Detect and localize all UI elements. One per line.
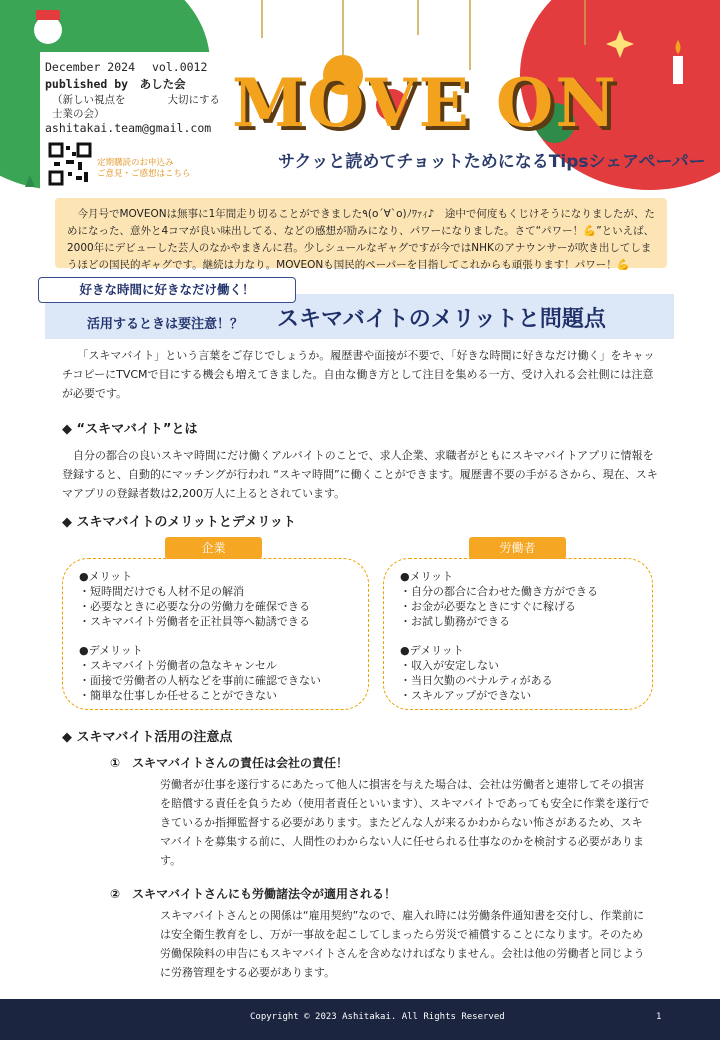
caution-1-body: 労働者が仕事を遂行するにあたって他人に損害を与えた場合は、会社は労働者と連帯してその損害を賠償する責任を負うため（使用者責任といいます）、スキマバイトであっても安全に作業を遂行できているか指揮監督する必要があります。またどんな人が来るかわからない怖さがあるため、スキマバイトを募集する前に、人間性のわからない人に任せられる仕事なのかを検討する必要があります。 bbox=[160, 778, 650, 867]
qr-note-feedback: ご意見・ご感想はこちら bbox=[97, 169, 191, 179]
company-label: 企業 bbox=[165, 537, 262, 559]
worker-demerit-item: ・スキルアップができない bbox=[400, 689, 532, 702]
footer bbox=[0, 999, 720, 1040]
company-box bbox=[62, 558, 369, 710]
worker-demerit-item: ・収入が安定しない bbox=[400, 659, 499, 672]
publisher: published by あした会 bbox=[45, 77, 186, 91]
worker-label: 労働者 bbox=[469, 537, 566, 559]
worker-demerit-title: ●デメリット bbox=[400, 644, 464, 657]
section-title-caution: ◆ スキマバイト活用の注意点 bbox=[62, 730, 233, 745]
article-tag: 好きな時間に好きなだけ働く！ bbox=[38, 277, 296, 303]
company-demerit-title: ●デメリット bbox=[79, 644, 143, 657]
article-headline: スキマバイトのメリットと問題点 bbox=[277, 307, 606, 332]
worker-merit-item: ・お試し勤務ができる bbox=[400, 615, 510, 628]
caution-2-title: ② スキマバイトさんにも労働諸法令が適用される！ bbox=[110, 887, 397, 901]
qr-note bbox=[97, 158, 191, 180]
qr-note-subscribe: 定期購読のお申込み bbox=[97, 158, 174, 168]
company-demerit-item: ・スキマバイト労働者の急なキャンセル bbox=[79, 659, 277, 672]
contact-email[interactable]: ashitakai.team@gmail.com bbox=[45, 121, 212, 135]
section-body-definition: 自分の都合の良いスキマ時間にだけ働くアルバイトのことで、求人企業、求職者がともにスキマバイトアプリに情報を登録すると、自動的にマッチングが行われ “スキマ時間”に働くことができます。履歴書不要の手がるさから、現在、スキマアプリの登録者数は2,200万人に上るとされています。 bbox=[62, 449, 658, 500]
issue-date: December 2024 bbox=[45, 60, 136, 74]
worker-merit-item: ・お金が必要なときにすぐに稼げる bbox=[400, 600, 576, 613]
company-merit-title: ●メリット bbox=[79, 570, 133, 583]
worker-merit-item: ・自分の都合に合わせた働き方ができる bbox=[400, 585, 598, 598]
company-demerit-item: ・簡単な仕事しか任せることができない bbox=[79, 689, 277, 702]
article-lead: 「スキマバイト」という言葉をご存じでしょうか。履歴書や面接が不要で、「好きな時間に好きなだけ働く」をキャッチコピーにTVCMで目にする機会も増えてきました。自由な働き方として注目を集める一方、受け入れる会社側には注意が必要です。 bbox=[62, 349, 655, 400]
newsletter-title: MOVE ON bbox=[232, 64, 618, 142]
tagline: （新しい視点を 大切にする士業の会） bbox=[52, 94, 220, 120]
issue-volume: vol.0012 bbox=[152, 60, 208, 74]
company-demerit-item: ・面接で労働者の人柄などを事前に確認できない bbox=[79, 674, 321, 687]
qr-code-icon[interactable] bbox=[48, 142, 92, 186]
intro-message: 今月号でMOVEONは無事に1年間走り切ることができました٩(o´∀`o)ﾉﾜｧｨ♪ 途中で何度もくじけそうになりましたが、ためになった、意外と4コマが良い味出してる、などの感想が励みになり、パワーになりました。さて“パワー！💪”といえば、2000年にデビューした芸人のなかやまきんに君。少しシュールなギャグですが今ではNHKのアナウンサーが吹き出してしまうほどの国民的ギャグです。継続は力なり。MOVEONも国民的ペーパーを目指してこれからも頑張ります！パワー！💪 bbox=[55, 198, 667, 268]
section-title-definition: ◆ “スキマバイト”とは bbox=[62, 422, 198, 437]
newsletter-subtitle: サクッと読めてチョットためになるTipsシェアペーパー bbox=[278, 152, 706, 172]
caution-1-title: ① スキマバイトさんの責任は会社の責任！ bbox=[110, 756, 349, 770]
company-merit-item: ・短時間だけでも人材不足の解消 bbox=[79, 585, 244, 598]
company-merit-item: ・スキマバイト労働者を正社員等へ勧誘できる bbox=[79, 615, 310, 628]
worker-box bbox=[383, 558, 653, 710]
article-kicker: 活用するときは要注意！？ bbox=[87, 317, 244, 332]
section-title-merits: ◆ スキマバイトのメリットとデメリット bbox=[62, 515, 296, 530]
worker-merit-title: ●メリット bbox=[400, 570, 454, 583]
page-number: 1 bbox=[656, 1012, 662, 1022]
company-merit-item: ・必要なときに必要な分の労働力を確保できる bbox=[79, 600, 310, 613]
caution-2-body: スキマバイトさんとの関係は“雇用契約”なので、雇入れ時には労働条件通知書を交付し、作業前には安全衛生教育をし、万が一事故を起こしてしまったら労災で補償することになります。そのため労働保険料の申告にもスキマバイトさんを含めなければなりません。会社は他の労働者と同じように労務管理をする必要があります。 bbox=[160, 909, 645, 979]
copyright: Copyright © 2023 Ashitakai. All Rights Reserved bbox=[250, 1012, 505, 1022]
worker-demerit-item: ・当日欠勤のペナルティがある bbox=[400, 674, 553, 687]
